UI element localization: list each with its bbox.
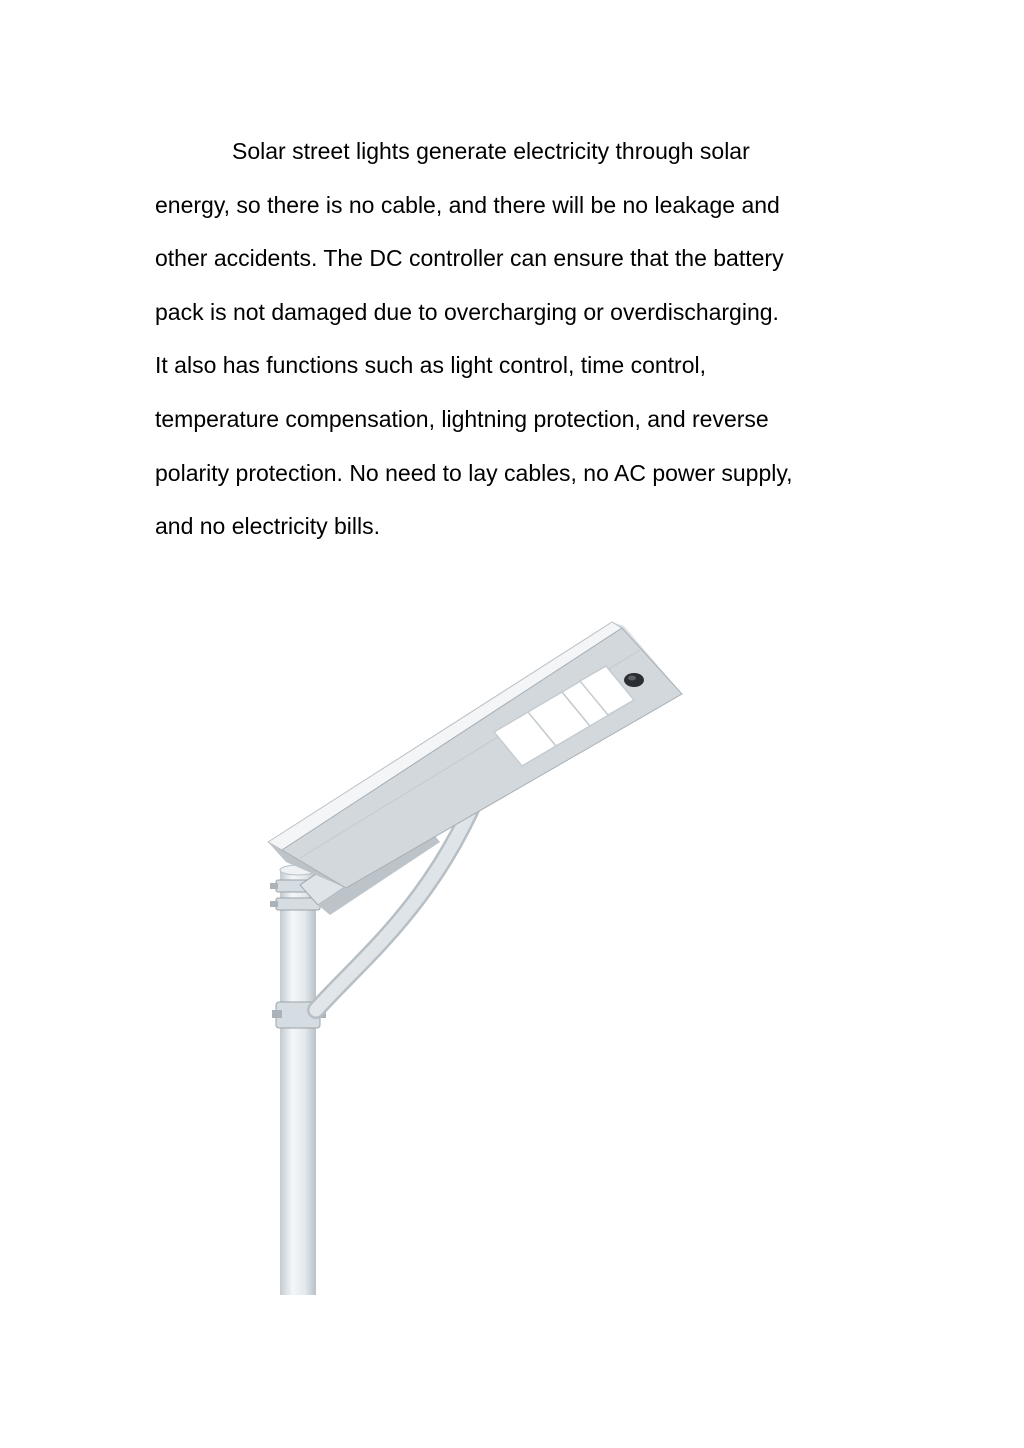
paragraph-line: Solar street lights generate electricity through solar	[232, 138, 750, 164]
paragraph-line: polarity protection. No need to lay cables, no AC power supply,	[155, 459, 793, 486]
paragraph-line: pack is not damaged due to overcharging or overdischarging.	[155, 298, 779, 325]
paragraph-line: temperature compensation, lightning protection, and reverse	[155, 405, 769, 432]
paragraph-line: It also has functions such as light control, time control,	[155, 352, 706, 379]
body-paragraph	[155, 125, 875, 554]
paragraph-line: energy, so there is no cable, and there will be no leakage and	[155, 191, 780, 218]
lamp-housing	[268, 622, 682, 888]
paragraph-line: and no electricity bills.	[155, 513, 380, 540]
paragraph-line: other accidents. The DC controller can ensure that the battery	[155, 245, 784, 272]
solar-street-light-image	[255, 610, 705, 1295]
pole	[280, 870, 316, 1295]
